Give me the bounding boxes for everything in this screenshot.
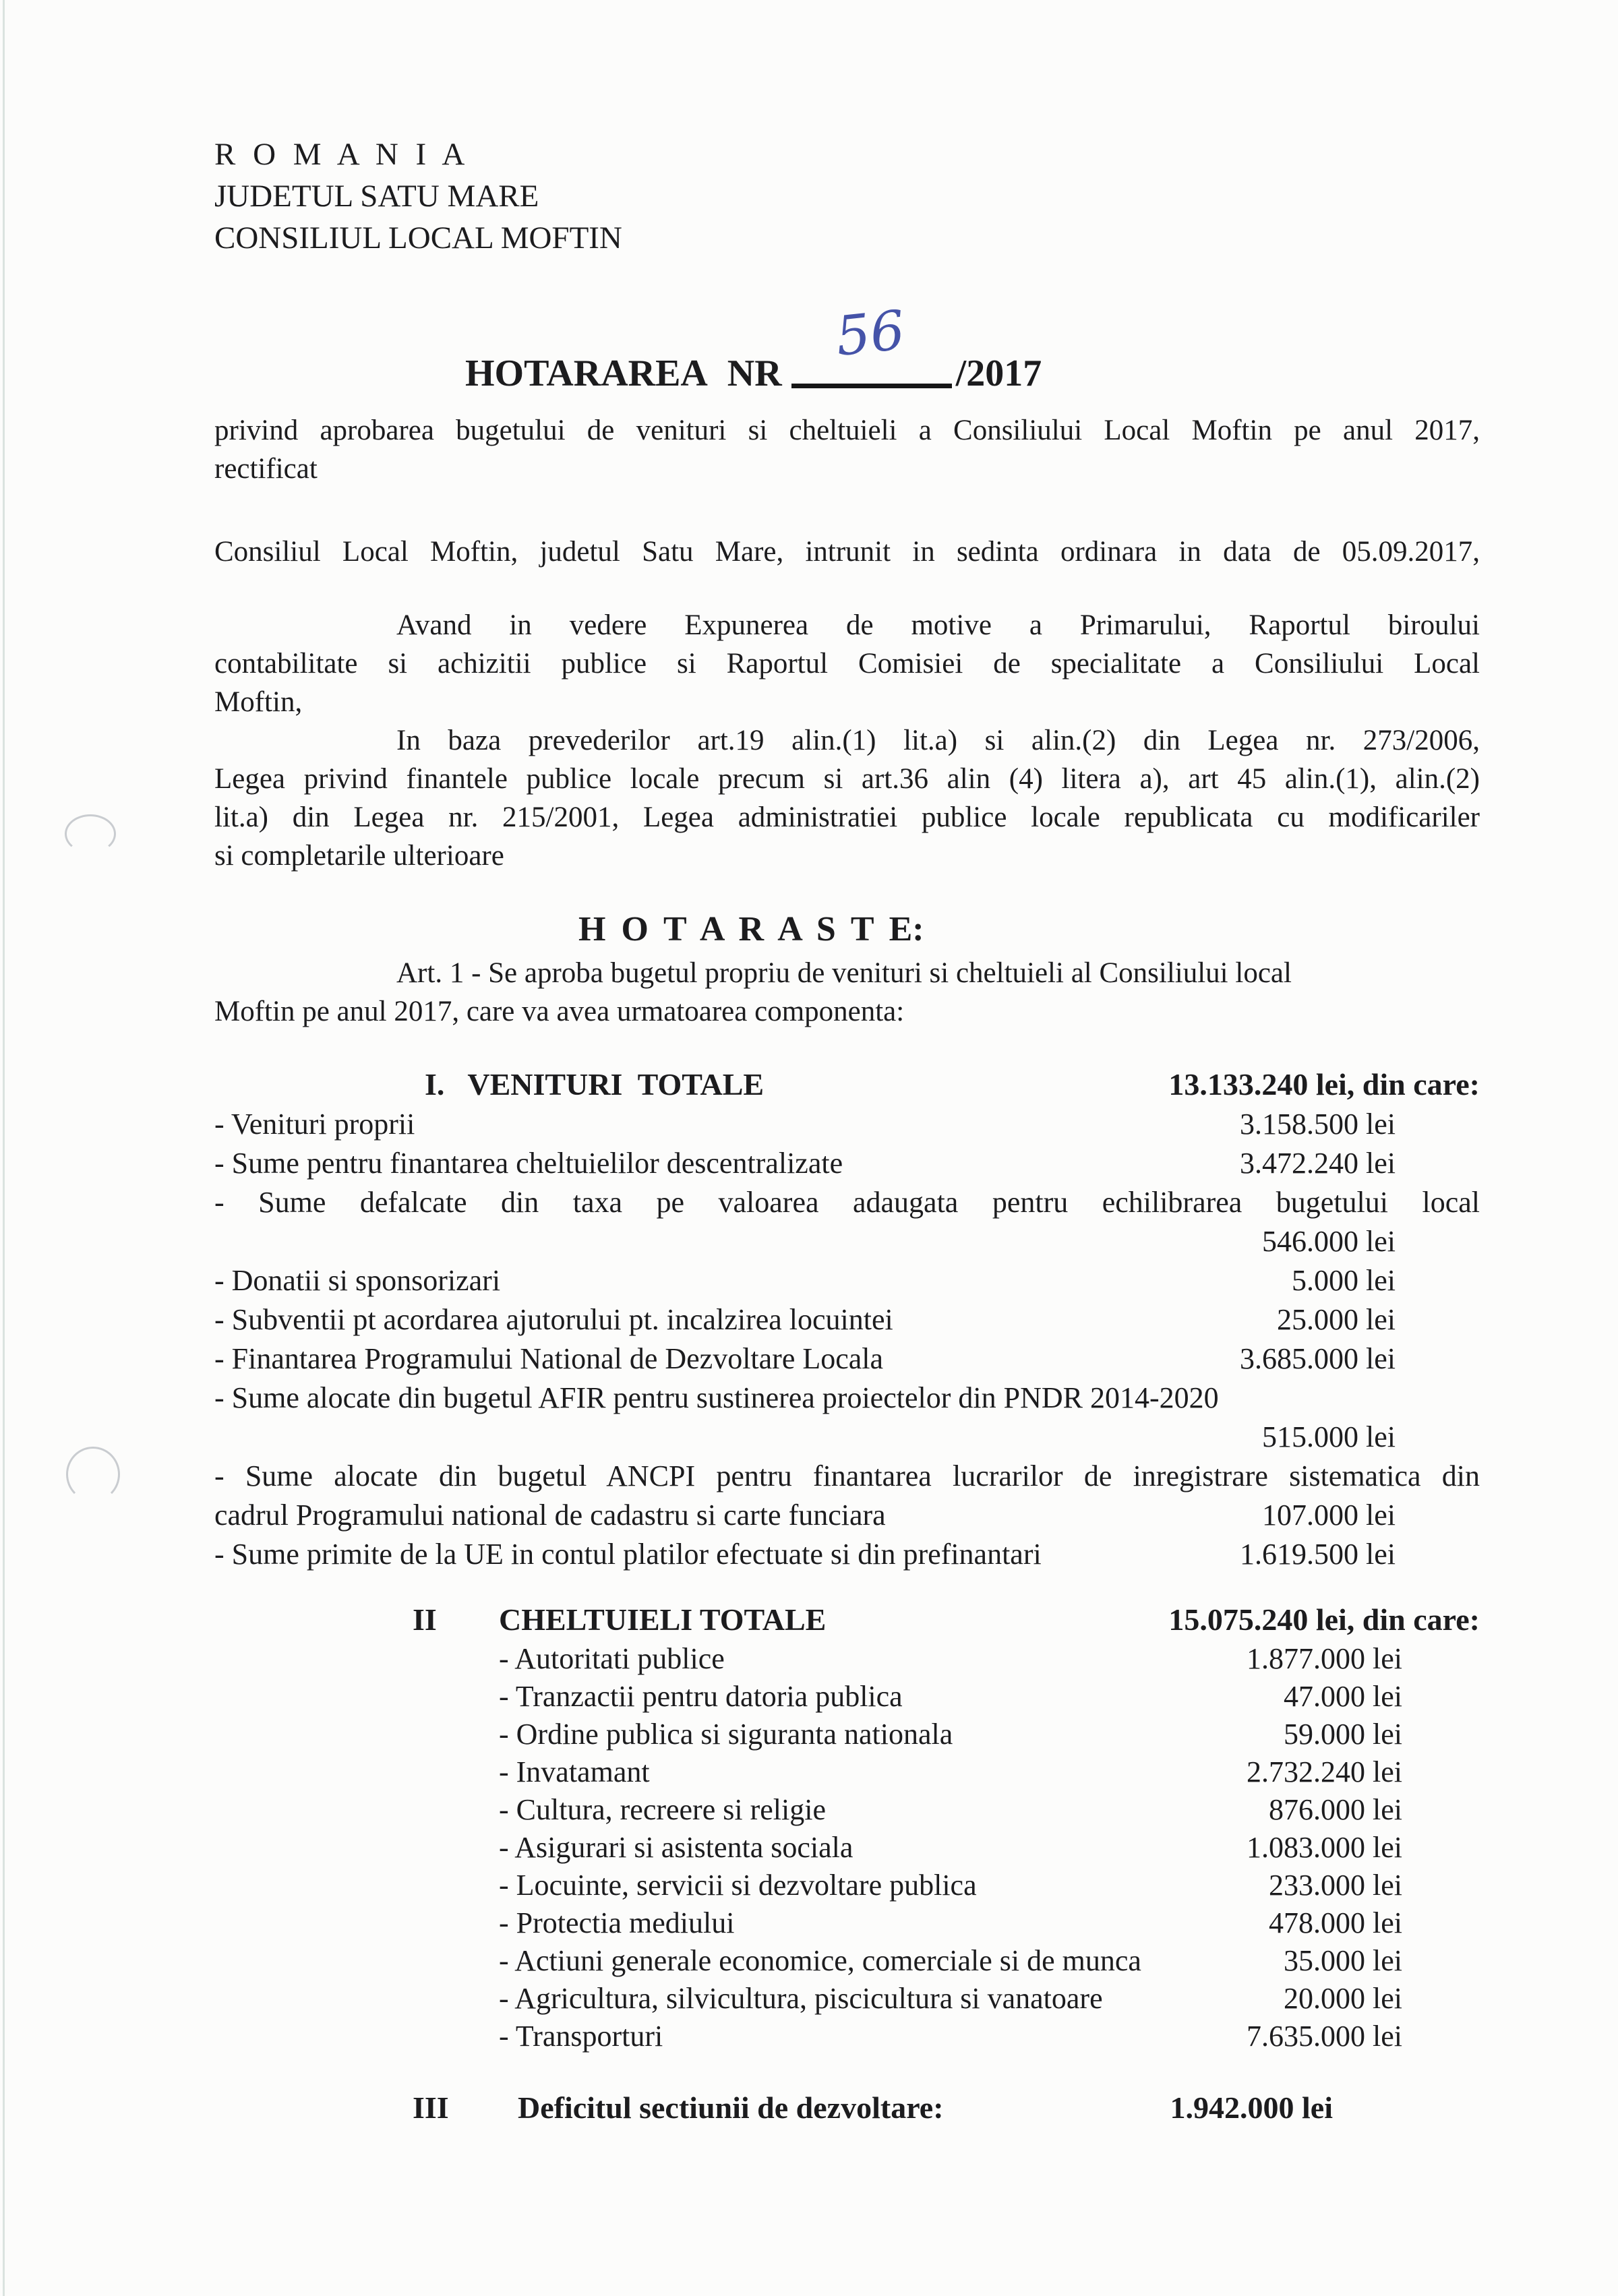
- subtitle-line: privind aprobarea bugetului de venituri si cheltuieli a Consiliului Local Moftin pe anul 2017,: [214, 415, 1480, 446]
- item-value: 3.685.000 lei: [1240, 1342, 1396, 1375]
- item-value: 2.732.240 lei: [1247, 1755, 1402, 1788]
- list-item: [214, 1457, 1480, 1535]
- list-item: [214, 1300, 1480, 1339]
- list-item: [214, 1867, 1480, 1904]
- section-cheltuieli-header: [214, 1600, 1480, 1640]
- recital-paragraph-2: [214, 721, 1480, 875]
- item-value: 3.158.500 lei: [1240, 1108, 1396, 1141]
- list-item: [214, 1261, 1480, 1300]
- item-label: - Transporturi: [499, 2020, 663, 2053]
- item-label: - Locuinte, servicii si dezvoltare publica: [499, 1869, 977, 1902]
- section-deficit-row: [214, 2088, 1480, 2128]
- list-item: [214, 1791, 1480, 1829]
- section-total: 15.075.240 lei, din care:: [1168, 1602, 1480, 1637]
- list-item: [214, 1183, 1480, 1261]
- item-value: 20.000 lei: [1284, 1982, 1402, 2015]
- item-label: - Donatii si sponsorizari: [214, 1264, 501, 1297]
- article-1-line: Art. 1 - Se aproba bugetul propriu de venituri si cheltuieli al Consiliului local: [396, 957, 1292, 989]
- item-label: - Tranzactii pentru datoria publica: [499, 1680, 903, 1713]
- section-title: CHELTUIELI TOTALE: [499, 1602, 827, 1637]
- item-label: - Finantarea Programului National de Dezvoltare Locala: [214, 1342, 884, 1375]
- item-value: 876.000 lei: [1269, 1793, 1402, 1826]
- item-value: 47.000 lei: [1284, 1680, 1402, 1713]
- item-label: - Asigurari si asistenta sociala: [499, 1831, 853, 1864]
- document-content: [214, 0, 1480, 2128]
- article-1-paragraph: [214, 954, 1480, 1031]
- section-numeral: I.: [425, 1067, 445, 1101]
- list-item: [214, 1640, 1480, 1678]
- letterhead-county: JUDETUL SATU MARE: [214, 179, 539, 214]
- decision-number-underline: [791, 298, 952, 388]
- recital-line: Moftin,: [214, 686, 303, 718]
- list-item: [214, 1535, 1480, 1574]
- item-label: - Protectia mediului: [499, 1906, 735, 1939]
- recital-line: In baza prevederilor art.19 alin.(1) lit.a) si alin.(2) din Legea nr. 273/2006,: [396, 725, 1480, 756]
- list-item: [214, 1829, 1480, 1867]
- decision-title-text: HOTARAREA NR: [465, 353, 782, 394]
- item-label: - Sume primite de la UE in contul platilor efectuate si din prefinantari: [214, 1538, 1042, 1571]
- letterhead: [214, 0, 1480, 259]
- list-item: [214, 2018, 1480, 2055]
- list-item: [214, 1339, 1480, 1379]
- list-item: [214, 1942, 1480, 1980]
- section-value: 1.942.000 lei: [1170, 2090, 1333, 2125]
- item-value: 1.083.000 lei: [1247, 1831, 1402, 1864]
- recital-line: Avand in vedere Expunerea de motive a Primarului, Raportul biroului: [396, 609, 1480, 641]
- article-1-line: Moftin pe anul 2017, care va avea urmatoarea componenta:: [214, 996, 905, 1027]
- list-item: [214, 1105, 1480, 1144]
- list-item: [214, 1904, 1480, 1942]
- item-value: 7.635.000 lei: [1247, 2020, 1402, 2053]
- item-value: 3.472.240 lei: [1240, 1147, 1396, 1180]
- intro-paragraph: Consiliul Local Moftin, judetul Satu Mare, intrunit in sedinta ordinara in data de 05.09.2017,: [214, 536, 1480, 568]
- item-value: 35.000 lei: [1284, 1944, 1402, 1977]
- item-value: 59.000 lei: [1284, 1718, 1402, 1751]
- list-item: [214, 1753, 1480, 1791]
- list-item: [214, 1716, 1480, 1753]
- item-value: 546.000 lei: [1262, 1225, 1396, 1258]
- item-value: 25.000 lei: [1277, 1303, 1396, 1336]
- margin-pencil-arc-mark: [66, 1447, 120, 1502]
- list-item: [214, 1379, 1480, 1457]
- item-value: 233.000 lei: [1269, 1869, 1402, 1902]
- item-label-continued: cadrul Programului national de cadastru si carte funciara: [214, 1499, 886, 1532]
- section-numeral: II: [413, 1602, 437, 1637]
- item-label: - Invatamant: [499, 1755, 650, 1788]
- item-label: - Cultura, recreere si religie: [499, 1793, 826, 1826]
- decision-title-year: /2017: [955, 353, 1042, 394]
- subtitle-line: rectificat: [214, 453, 318, 485]
- item-label: - Autoritati publice: [499, 1642, 725, 1675]
- item-label: - Ordine publica si siguranta nationala: [499, 1718, 953, 1751]
- venituri-list: [214, 1105, 1480, 1574]
- item-label: - Venituri proprii: [214, 1108, 415, 1141]
- section-numeral: III: [413, 2090, 449, 2125]
- item-label: - Actiuni generale economice, comerciale si de munca: [499, 1944, 1141, 1977]
- scan-left-edge-artifact: [3, 0, 5, 2296]
- item-label: - Sume alocate din bugetul ANCPI pentru finantarea lucrarilor de inregistrare sistematica din: [214, 1459, 1480, 1492]
- cheltuieli-list: [214, 1640, 1480, 2055]
- item-label: - Sume defalcate din taxa pe valoarea adaugata pentru echilibrarea bugetului local: [214, 1186, 1480, 1219]
- list-item: [214, 1144, 1480, 1183]
- item-label: - Subventii pt acordarea ajutorului pt. incalzirea locuintei: [214, 1303, 893, 1336]
- list-item: [214, 1678, 1480, 1716]
- item-value: 1.619.500 lei: [1240, 1538, 1396, 1571]
- item-label: - Agricultura, silvicultura, piscicultura si vanatoare: [499, 1982, 1103, 2015]
- recital-paragraph-1: [214, 606, 1480, 721]
- decision-subtitle: [214, 411, 1480, 488]
- list-item: [214, 1980, 1480, 2018]
- item-value: 5.000 lei: [1292, 1264, 1396, 1297]
- section-venituri-header: [214, 1064, 1480, 1105]
- letterhead-council: CONSILIUL LOCAL MOFTIN: [214, 220, 622, 255]
- margin-pencil-arc-mark: [65, 814, 116, 853]
- item-value: 478.000 lei: [1269, 1906, 1402, 1939]
- letterhead-country: R O M A N I A: [214, 137, 470, 172]
- item-label: - Sume alocate din bugetul AFIR pentru sustinerea proiectelor din PNDR 2014-2020: [214, 1381, 1219, 1414]
- section-total: 13.133.240 lei, din care:: [1168, 1067, 1480, 1101]
- handwritten-decision-number: 56: [833, 298, 907, 369]
- recital-line: si completarile ulterioare: [214, 840, 504, 872]
- section-title: VENITURI TOTALE: [467, 1067, 765, 1101]
- item-label: - Sume pentru finantarea cheltuielilor descentralizate: [214, 1147, 843, 1180]
- item-value: 1.877.000 lei: [1247, 1642, 1402, 1675]
- decision-title: [214, 298, 1480, 402]
- item-value: 515.000 lei: [1262, 1420, 1396, 1453]
- section-title: Deficitul sectiunii de dezvoltare:: [518, 2090, 944, 2125]
- recital-line: contabilitate si achizitii publice si Raportul Comisiei de specialitate a Consiliului Local: [214, 648, 1480, 679]
- decision-verb-heading: H O T A R A S T E:: [578, 910, 924, 948]
- item-value: 107.000 lei: [1262, 1499, 1396, 1532]
- recital-line: lit.a) din Legea nr. 215/2001, Legea administratiei publice locale republicata cu modificariler: [214, 802, 1480, 833]
- recital-line: Legea privind finantele publice locale precum si art.36 alin (4) litera a), art 45 alin.(1), alin.(2): [214, 763, 1480, 795]
